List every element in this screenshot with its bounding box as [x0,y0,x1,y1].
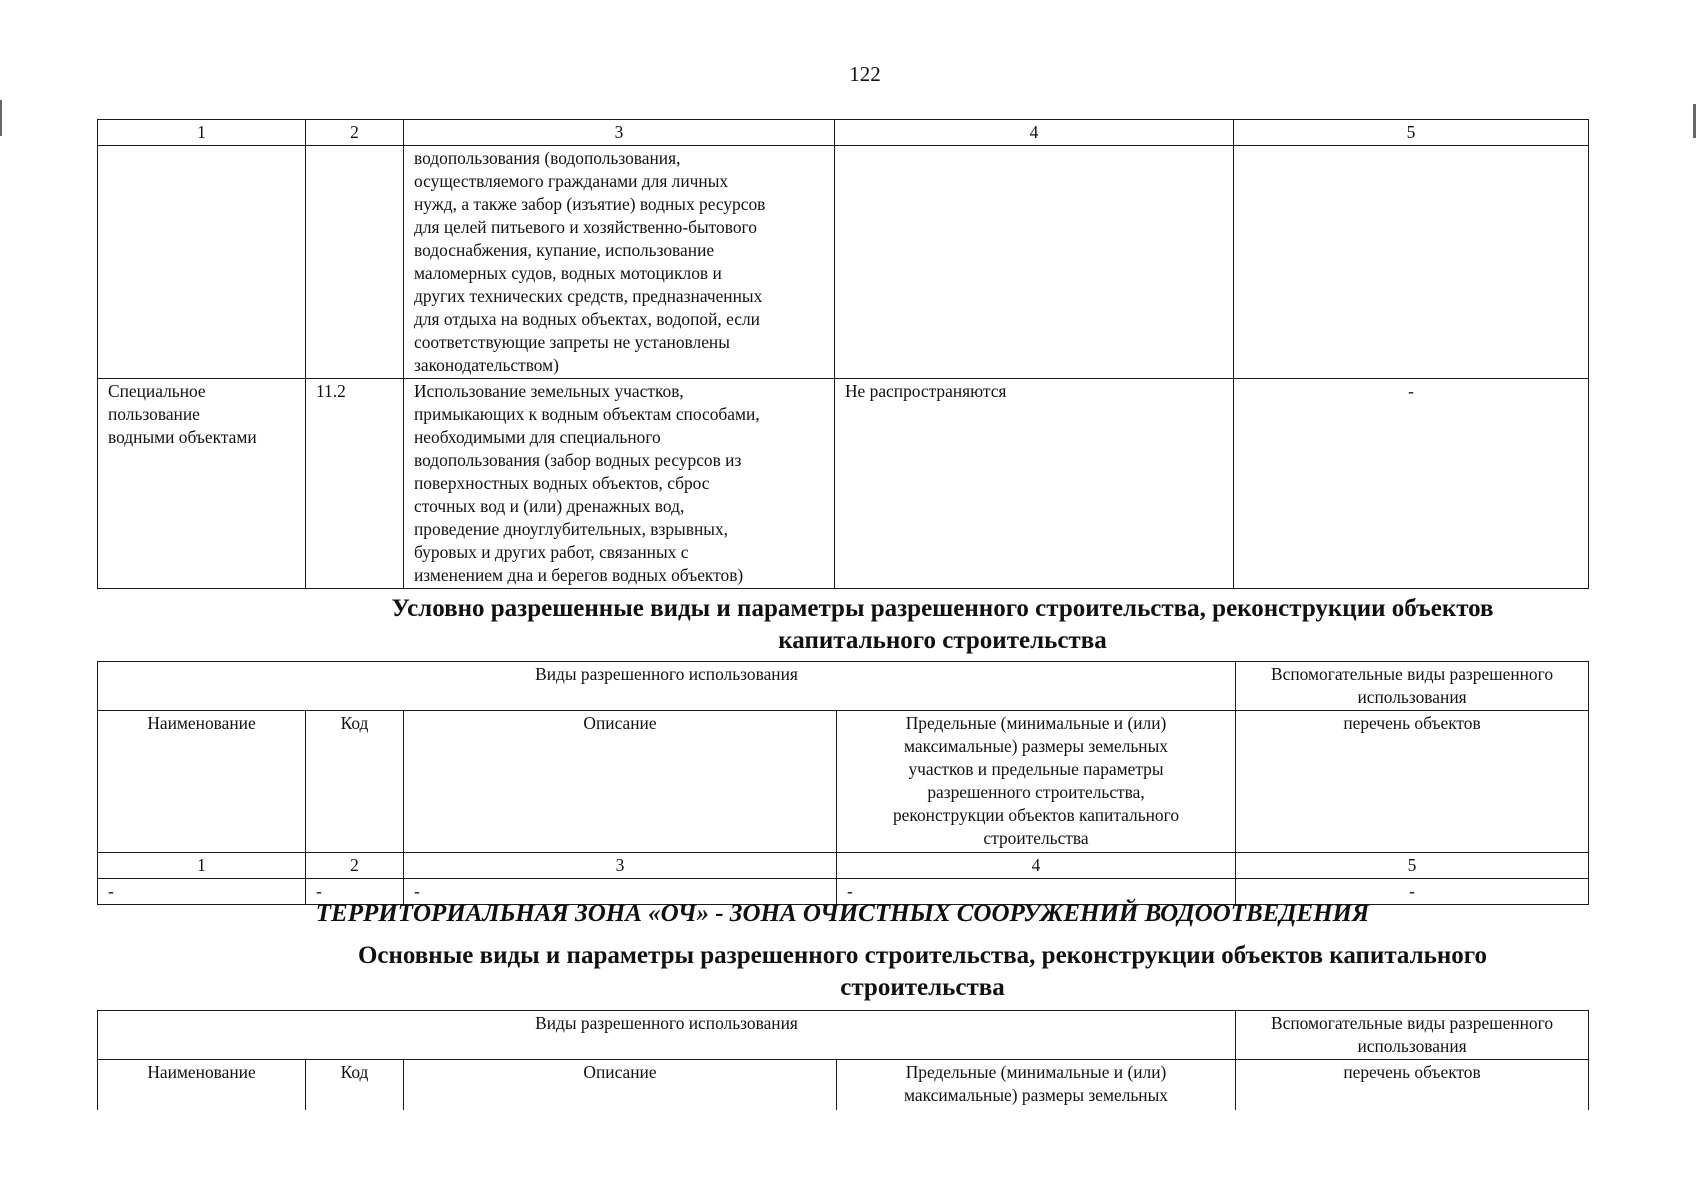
cell-code: 11.2 [306,379,404,589]
col-number: 4 [835,120,1234,146]
table-basic-uses [97,1010,1589,1110]
scan-edge-mark-right [1693,104,1696,138]
table-continuation [97,119,1589,589]
text-line: других технических средств, предназначенных [414,286,763,306]
text-line: для отдыха на водных объектах, водопой, если [414,309,760,329]
text-line: пользование [108,404,200,424]
col-header-name: Наименование [98,711,306,853]
col-header-description: Описание [404,1060,837,1110]
text-line: использования [1357,1036,1467,1056]
group-header-permitted-uses: Виды разрешенного использования [98,662,1236,711]
text-line: Предельные (минимальные и (или) [905,713,1167,733]
col-number: 3 [404,853,837,879]
col-number: 2 [306,120,404,146]
text-line: поверхностных водных объектов, сброс [414,473,710,493]
cell-limits: - [837,879,1236,905]
aux-header [1236,1011,1589,1060]
text-line: примыкающих к водным объектам способами, [414,404,760,424]
text-line: необходимыми для специального [414,427,661,447]
col-header-aux: перечень объектов [1236,1060,1589,1110]
text-line: нужд, а также забор (изъятие) водных ресурсов [414,194,766,214]
group-header-row [98,662,1589,711]
aux-header [1236,662,1589,711]
cell-description: - [404,879,837,905]
text-line: использования [1357,687,1467,707]
text-line: Вспомогательные виды разрешенного [1271,664,1554,684]
text-line: Предельные (минимальные и (или) [905,1062,1167,1082]
col-number: 5 [1236,853,1589,879]
col-number: 2 [306,853,404,879]
scan-edge-mark-left [0,100,2,136]
cell-description [404,146,835,379]
col-number: 4 [837,853,1236,879]
table-row [98,379,1589,589]
col-number: 1 [98,853,306,879]
page-number: 122 [849,62,881,86]
text-line: соответствующие запреты не установлены [414,332,730,352]
section-title-conditional [97,593,1588,657]
text-line: участков и предельные параметры [908,759,1164,779]
cell-code [306,146,404,379]
text-line: водоснабжения, купание, использование [414,240,715,260]
zone-title: ТЕРРИТОРИАЛЬНАЯ ЗОНА «ОЧ» - ЗОНА ОЧИСТНЫХ СООРУЖЕНИЙ ВОДООТВЕДЕНИЯ [315,900,1370,927]
text-line: проведение дноуглубительных, взрывных, [414,519,728,539]
title-line: строительства [840,974,1005,1001]
cell-aux [1234,146,1589,379]
col-number: 1 [98,120,306,146]
col-header-name: Наименование [98,1060,306,1110]
title-line: Основные виды и параметры разрешенного строительства, реконструкции объектов капитального [357,942,1488,969]
text-line: водными объектами [108,427,257,447]
col-header-description: Описание [404,711,837,853]
cell-limits [835,146,1234,379]
col-header-code: Код [306,711,404,853]
text-line: сточных вод и (или) дренажных вод, [414,496,685,516]
table-row [98,146,1589,379]
cell-name [98,146,306,379]
column-header-row [98,711,1589,853]
text-line: максимальные) размеры земельных [904,736,1168,756]
text-line: Специальное [108,381,206,401]
text-line: разрешенного строительства, [927,782,1145,802]
cell-description [404,379,835,589]
text-line: осуществляемого гражданами для личных [414,171,729,191]
col-header-limits [837,711,1236,853]
text-line: Вспомогательные виды разрешенного [1271,1013,1554,1033]
text-line: для целей питьевого и хозяйственно-бытового [414,217,757,237]
text-line: законодательством) [414,355,559,375]
text-line: водопользования (забор водных ресурсов из [414,450,742,470]
column-numbers-row [98,120,1589,146]
table-conditional-uses [97,661,1589,905]
col-header-code: Код [306,1060,404,1110]
group-header-permitted-uses: Виды разрешенного использования [98,1011,1236,1060]
text-line: реконструкции объектов капитального [892,805,1180,825]
cell-code: - [306,879,404,905]
text-line: маломерных судов, водных мотоциклов и [414,263,722,283]
title-line: Условно разрешенные виды и параметры разрешенного строительства, реконструкции объектов [391,595,1494,622]
group-header-row [98,1011,1589,1060]
col-header-limits [837,1060,1236,1110]
text-line: буровых и других работ, связанных с [414,542,689,562]
column-numbers-row [98,853,1589,879]
col-number: 3 [404,120,835,146]
cell-name [98,379,306,589]
col-header-aux: перечень объектов [1236,711,1589,853]
cell-name: - [98,879,306,905]
text-line: изменением дна и берегов водных объектов) [414,565,744,585]
col-number: 5 [1234,120,1589,146]
section-title-basic [97,940,1588,1004]
text-line: Использование земельных участков, [414,381,684,401]
cell-limits: Не распространяются [835,379,1234,589]
cell-aux: - [1234,379,1589,589]
title-line: капитального строительства [778,627,1107,654]
cell-aux: - [1236,879,1589,905]
text-line: водопользования (водопользования, [414,148,681,168]
text-line: строительства [983,828,1089,848]
text-line: максимальные) размеры земельных [904,1085,1168,1105]
column-header-row [98,1060,1589,1110]
